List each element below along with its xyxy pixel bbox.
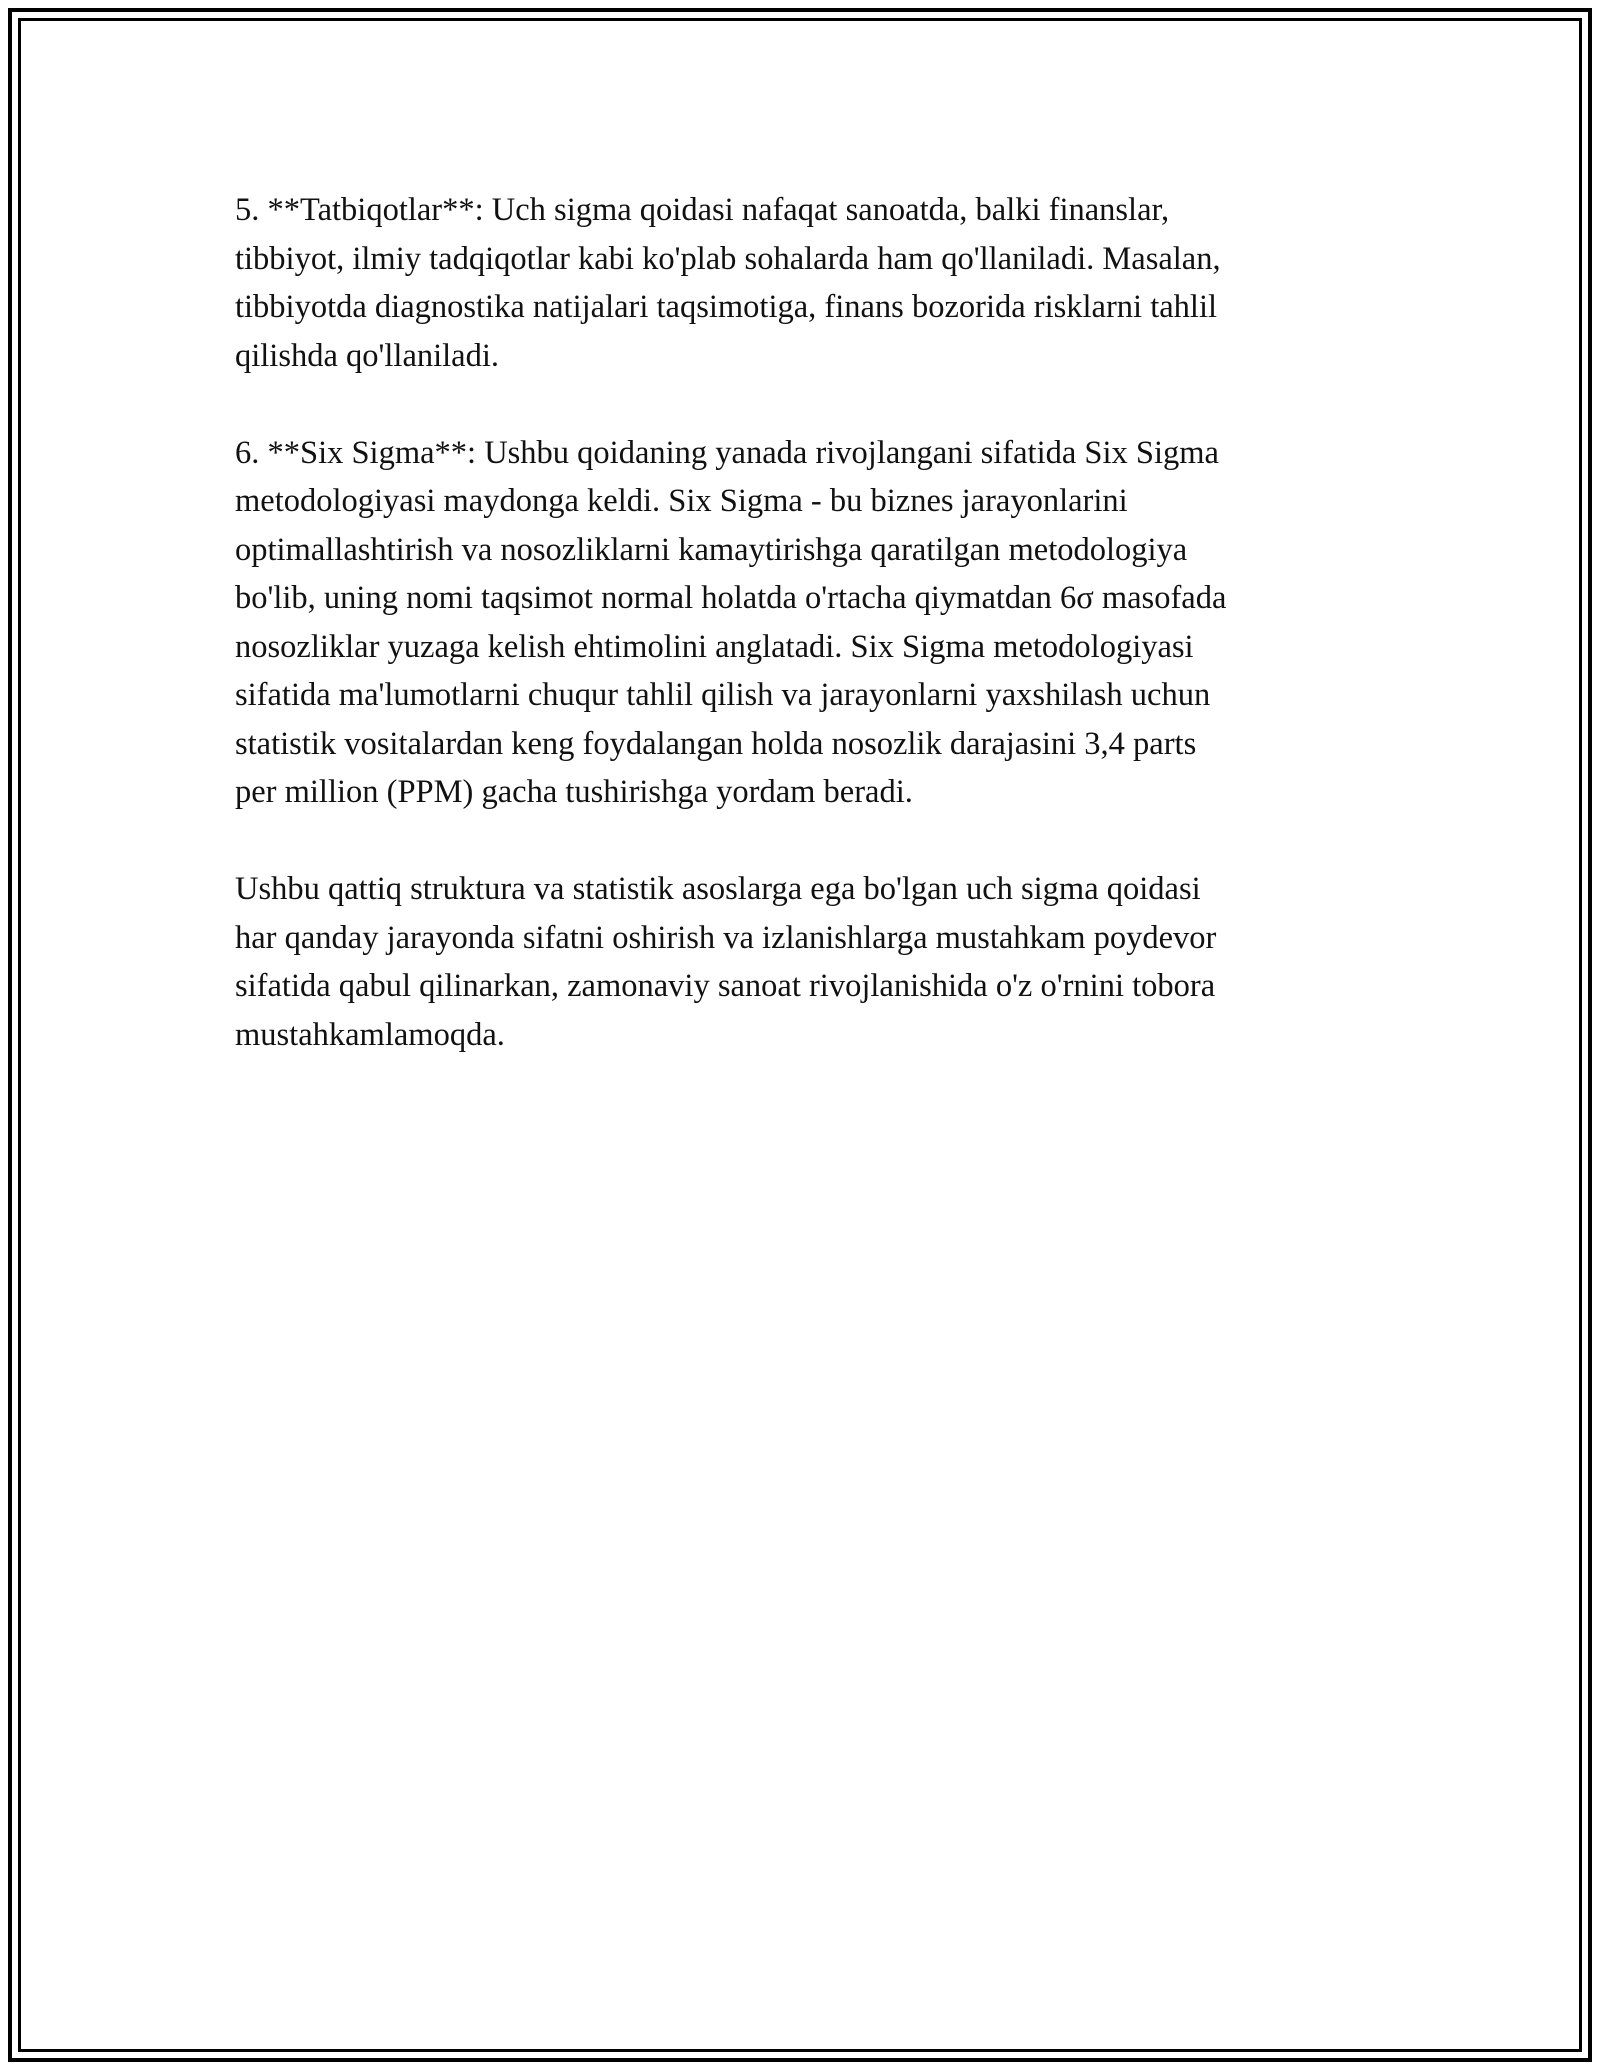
text-line: tibbiyot, ilmiy tadqiqotlar kabi ko'plab sohalarda ham qo'llaniladi. Masalan, [235, 240, 1221, 277]
text-line: qilishda qo'llaniladi. [235, 337, 500, 374]
text-line: 6. **Six Sigma**: Ushbu qoidaning yanada rivojlangani sifatida Six Sigma [235, 434, 1219, 471]
text-line: tibbiyotda diagnostika natijalari taqsimotiga, finans bozorida risklarni tahlil [235, 289, 1217, 325]
text-line: 5. **Tatbiqotlar**: Uch sigma qoidasi nafaqat sanoatda, balki finanslar, [235, 192, 1170, 228]
text-line: per million (PPM) gacha tushirishga yordam beradi. [235, 774, 913, 810]
text-line: Ushbu qattiq struktura va statistik asoslarga ega bo'lgan uch sigma qoidasi [235, 871, 1201, 907]
text-line: mustahkamlamoqda. [235, 1016, 505, 1053]
paragraph-six-sigma [235, 429, 1365, 817]
text-line: nosozliklar yuzaga kelish ehtimolini anglatadi. Six Sigma metodologiyasi [235, 628, 1194, 665]
paragraph-applications [235, 186, 1365, 380]
text-line: bo'lib, uning nomi taqsimot normal holatda o'rtacha qiymatdan 6σ masofada [235, 580, 1227, 616]
paragraph-conclusion [235, 865, 1365, 1059]
text-line: har qanday jarayonda sifatni oshirish va izlanishlarga mustahkam poydevor [235, 919, 1217, 956]
document-body [235, 186, 1365, 1059]
text-line: optimallashtirish va nosozliklarni kamaytirishga qaratilgan metodologiya [235, 531, 1188, 568]
text-line: sifatida ma'lumotlarni chuqur tahlil qilish va jarayonlarni yaxshilash uchun [235, 677, 1211, 713]
text-line: metodologiyasi maydonga keldi. Six Sigma - bu biznes jarayonlarini [235, 483, 1128, 519]
text-line: sifatida qabul qilinarkan, zamonaviy sanoat rivojlanishida o'z o'rnini tobora [235, 968, 1216, 1004]
text-line: statistik vositalardan keng foydalangan holda nosozlik darajasini 3,4 parts [235, 725, 1197, 762]
